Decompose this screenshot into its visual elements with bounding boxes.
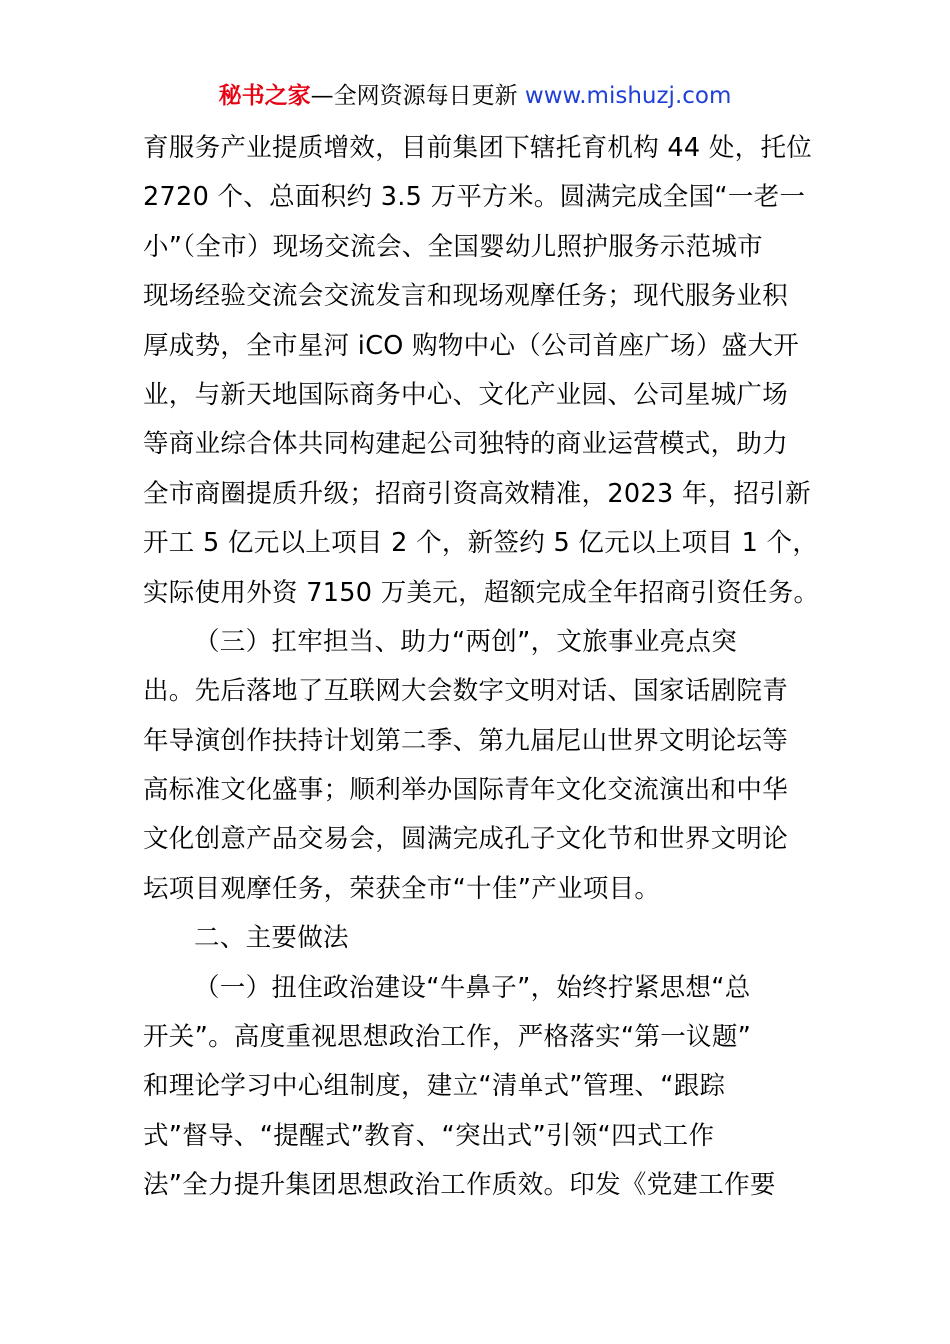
text-line: 和理论学习中心组制度，建立“清单式”管理、“跟踪 <box>143 1071 726 1102</box>
site-url-link[interactable]: www.mishuzj.com <box>524 83 732 109</box>
section-heading-1: （一）扭住政治建设“牛鼻子”，始终拧紧思想“总 <box>194 972 751 1003</box>
text-line: 业，与新天地国际商务中心、文化产业园、公司星城广场 <box>143 379 789 410</box>
text-line: 实际使用外资 7150 万美元，超额完成全年招商引资任务。 <box>143 577 820 608</box>
text-line: 坛项目观摩任务，荣获全市“十佳”产业项目。 <box>143 873 661 904</box>
text-line: 年导演创作扶持计划第二季、第九届尼山世界文明论坛等 <box>143 725 789 756</box>
text-line: 现场经验交流会交流发言和现场观摩任务；现代服务业积 <box>143 281 789 312</box>
site-tagline: —全网资源每日更新 <box>310 83 525 109</box>
section-heading-3: （三）扛牢担当、助力“两创”，文旅事业亮点突 <box>194 626 738 657</box>
document-body <box>143 128 820 1215</box>
text-line: 小”（全市）现场交流会、全国婴幼儿照护服务示范城市 <box>143 231 763 262</box>
text-line: 2720 个、总面积约 3.5 万平方米。圆满完成全国“一老一 <box>143 182 806 213</box>
text-line: 等商业综合体共同构建起公司独特的商业运营模式，助力 <box>143 429 789 460</box>
site-header <box>0 80 950 112</box>
text-line: 式”督导、“提醒式”教育、“突出式”引领“四式工作 <box>143 1120 715 1151</box>
section-heading-main-practices: 二、主要做法 <box>194 923 349 954</box>
text-line: 开关”。高度重视思想政治工作，严格落实“第一议题” <box>143 1022 752 1053</box>
text-line: 厚成势，全市星河 iCO 购物中心（公司首座广场）盛大开 <box>143 330 800 361</box>
text-line: 高标准文化盛事；顺利举办国际青年文化交流演出和中华 <box>143 775 789 806</box>
text-line: 法”全力提升集团思想政治工作质效。印发《党建工作要 <box>143 1170 776 1201</box>
text-line: 文化创意产品交易会，圆满完成孔子文化节和世界文明论 <box>143 824 789 855</box>
site-brand: 秘书之家 <box>218 83 311 109</box>
text-line: 出。先后落地了互联网大会数字文明对话、国家话剧院青 <box>143 676 789 707</box>
text-line: 全市商圈提质升级；招商引资高效精准，2023 年，招引新 <box>143 478 811 509</box>
text-line: 育服务产业提质增效，目前集团下辖托育机构 44 处，托位 <box>143 133 813 163</box>
text-line: 开工 5 亿元以上项目 2 个，新签约 5 亿元以上项目 1 个， <box>143 528 819 559</box>
